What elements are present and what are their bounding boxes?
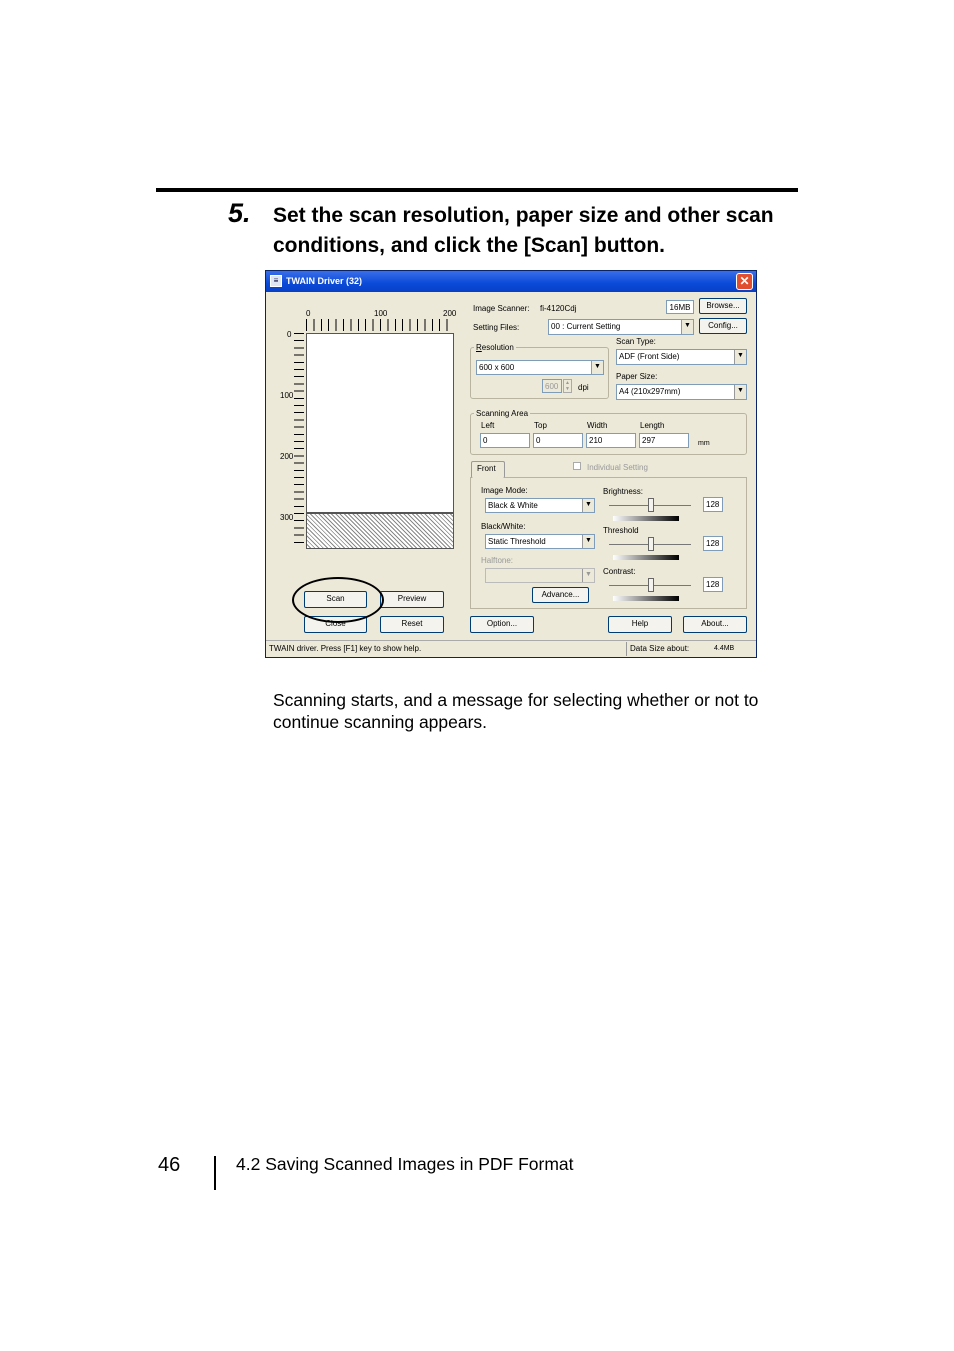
brightness-gradient <box>613 516 679 521</box>
ruler-v-300: 300 <box>280 513 294 522</box>
setting-files-select[interactable] <box>548 319 694 335</box>
length-input[interactable]: 297 <box>639 433 689 448</box>
advance-button[interactable]: Advance... <box>532 587 589 603</box>
width-label: Width <box>587 421 608 430</box>
length-label: Length <box>640 421 665 430</box>
ruler-v-0: 0 <box>287 330 292 339</box>
ruler-v-200: 200 <box>280 452 294 461</box>
image-mode-value: Black & White <box>488 501 538 510</box>
chevron-down-icon: ▼ <box>734 385 746 399</box>
preview-out-of-area <box>306 513 454 549</box>
close-icon[interactable]: ✕ <box>736 273 753 290</box>
dpi-field: 600 <box>542 379 562 393</box>
status-text: TWAIN driver. Press [F1] key to show help. <box>269 644 422 653</box>
image-scanner-value: fi-4120Cdj <box>540 304 577 313</box>
data-size-label: Data Size about: <box>630 644 690 653</box>
ruler-h-200: 200 <box>443 309 457 318</box>
threshold-gradient <box>613 555 679 560</box>
chevron-down-icon: ▼ <box>681 320 693 334</box>
image-mode-select[interactable] <box>485 498 595 513</box>
bw-value: Static Threshold <box>488 537 546 546</box>
unit-label: mm <box>698 440 710 447</box>
image-mode-label: Image Mode: <box>481 486 528 495</box>
scan-button-highlight <box>292 577 384 623</box>
paper-size-label: Paper Size: <box>616 372 658 381</box>
brightness-slider-thumb[interactable] <box>648 498 654 512</box>
scanning-area-label: Scanning Area <box>476 409 529 418</box>
scan-button[interactable]: Scan <box>304 591 367 608</box>
threshold-slider-thumb[interactable] <box>648 537 654 551</box>
left-input[interactable]: 0 <box>480 433 530 448</box>
reset-button[interactable]: Reset <box>380 616 444 633</box>
horizontal-ruler <box>306 319 454 331</box>
bw-label: Black/White: <box>481 522 526 531</box>
threshold-input[interactable]: 128 <box>703 536 723 551</box>
contrast-label: Contrast: <box>603 567 636 576</box>
data-size-value: 4.4MB <box>714 645 735 652</box>
memory-field: 16MB <box>666 300 694 314</box>
help-button[interactable]: Help <box>608 616 672 633</box>
setting-files-label: Setting Files: <box>473 323 520 332</box>
threshold-label: Threshold <box>603 526 639 535</box>
body-paragraph: Scanning starts, and a message for selecting whether or not to continue scanning appears. <box>273 690 759 732</box>
vertical-ruler <box>294 333 304 549</box>
dialog-titlebar <box>266 271 756 292</box>
close-button[interactable]: Close <box>304 616 367 633</box>
tab-front[interactable]: Front <box>471 461 505 478</box>
browse-button[interactable]: Browse... <box>699 298 747 314</box>
config-button[interactable]: Config... <box>699 318 747 334</box>
page-number: 46 <box>158 1154 181 1176</box>
option-button[interactable]: Option... <box>470 616 534 633</box>
scan-type-select[interactable] <box>616 349 747 365</box>
dpi-spinner-icon: ▲ ▼ <box>563 379 572 393</box>
individual-setting-checkbox[interactable] <box>573 462 581 470</box>
top-label: Top <box>534 421 547 430</box>
ruler-h-100: 100 <box>374 309 388 318</box>
halftone-select <box>485 568 595 583</box>
dpi-label: dpi <box>578 383 589 392</box>
bw-select[interactable] <box>485 534 595 549</box>
paper-size-select[interactable] <box>616 384 747 400</box>
contrast-input[interactable]: 128 <box>703 577 723 592</box>
preview-button[interactable]: Preview <box>380 591 444 608</box>
contrast-slider-thumb[interactable] <box>648 578 654 592</box>
chevron-down-icon: ▼ <box>582 535 594 548</box>
step-instruction: Set the scan resolution, paper size and other scan conditions, and click the [Scan] button. <box>273 204 774 257</box>
resolution-select[interactable] <box>476 360 604 375</box>
brightness-input[interactable]: 128 <box>703 497 723 512</box>
resolution-group-label: Resolution <box>476 343 514 352</box>
contrast-gradient <box>613 596 679 601</box>
resolution-value: 600 x 600 <box>479 363 515 372</box>
chevron-down-icon: ▼ <box>591 361 603 374</box>
about-button[interactable]: About... <box>683 616 747 633</box>
scan-type-value: ADF (Front Side) <box>619 352 680 361</box>
scan-type-label: Scan Type: <box>616 337 656 346</box>
dialog-title: TWAIN Driver (32) <box>286 276 363 286</box>
preview-page[interactable] <box>306 333 454 513</box>
status-separator <box>626 642 627 656</box>
setting-files-value: 00 : Current Setting <box>551 322 621 331</box>
ruler-v-100: 100 <box>280 391 294 400</box>
image-scanner-label: Image Scanner: <box>473 304 530 313</box>
width-input[interactable]: 210 <box>586 433 636 448</box>
top-input[interactable]: 0 <box>533 433 583 448</box>
paper-size-value: A4 (210x297mm) <box>619 387 681 396</box>
chevron-down-icon: ▼ <box>582 499 594 512</box>
individual-setting-label: Individual Setting <box>587 463 648 472</box>
top-rule <box>156 188 798 192</box>
chevron-down-icon: ▼ <box>582 569 594 582</box>
app-icon: ≡ <box>270 275 282 287</box>
brightness-label: Brightness: <box>603 487 644 496</box>
status-bar <box>266 640 756 657</box>
chevron-down-icon: ▼ <box>734 350 746 364</box>
left-label: Left <box>481 421 495 430</box>
footer-section: 4.2 Saving Scanned Images in PDF Format <box>236 1154 574 1174</box>
footer-divider <box>214 1156 216 1190</box>
step-number: 5. <box>228 198 251 228</box>
halftone-label: Halftone: <box>481 556 514 565</box>
ruler-h-0: 0 <box>306 309 311 318</box>
